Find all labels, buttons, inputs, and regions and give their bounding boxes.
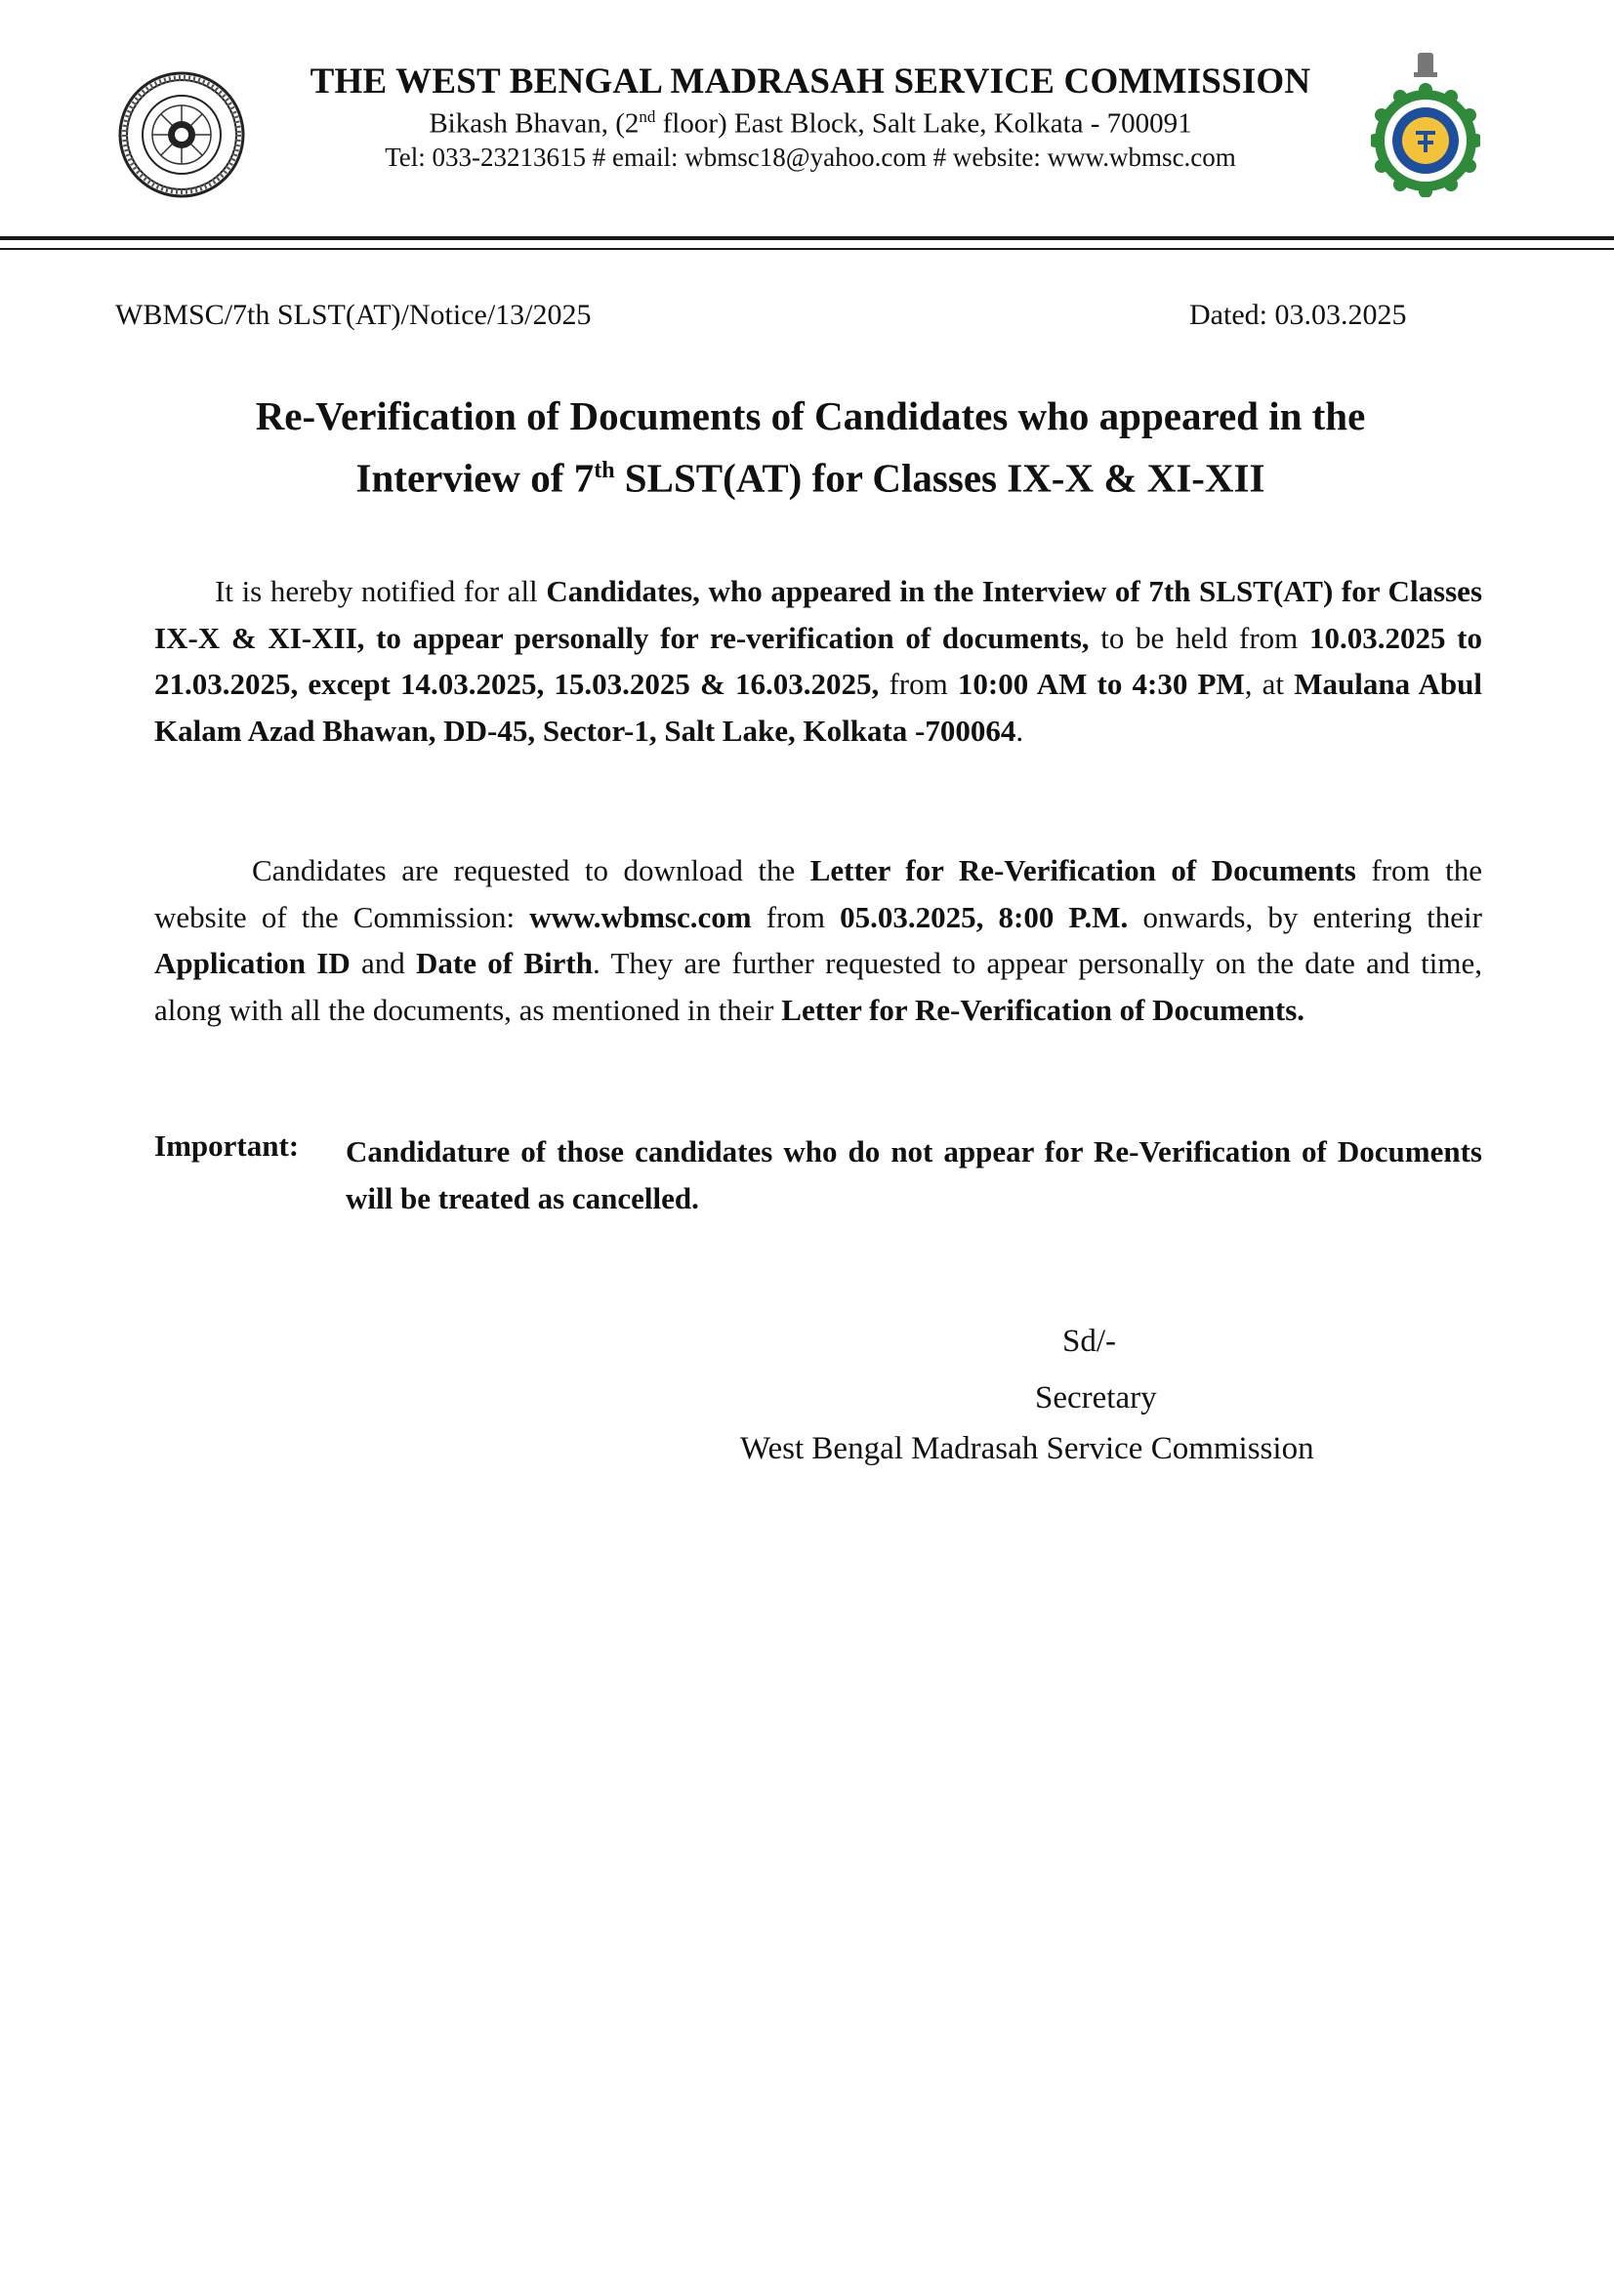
notice-title-line2: Interview of 7th SLST(AT) for Classes IX-X & XI-XII [355, 455, 1265, 501]
notice-date: Dated: 03.03.2025 [1189, 299, 1407, 331]
notice-paragraph-download: Candidates are requested to download the Letter for Re-Verification of Documents from the website of the Commission: www.wbmsc.com from 05.03.2025, 8:00 P.M. onwards, by entering their Application ID and Date of Birth. They are further requested to appear personally on the date and time, along with all the documents, as mentioned in their Letter for Re-Verification of Documents. [154, 853, 1483, 1027]
notice-title-line1: Re-Verification of Documents of Candidates who appeared in the [255, 393, 1366, 438]
notice-title [117, 389, 1504, 506]
organization-address: Bikash Bhavan, (2nd floor) East Block, Salt Lake, Kolkata - 700091 [429, 107, 1192, 140]
signature-designation: Secretary [1035, 1380, 1157, 1415]
organization-name: THE WEST BENGAL MADRASAH SERVICE COMMISSION [310, 62, 1311, 102]
west-bengal-government-emblem-icon [1371, 51, 1480, 197]
signature-sd: Sd/- [1062, 1324, 1117, 1359]
wbmsc-seal-icon [117, 70, 246, 199]
important-label: Important: [154, 1128, 300, 1163]
notice-paragraph-schedule: It is hereby notified for all Candidates, who appeared in the Interview of 7th SLST(AT) for Classes IX-X & XI-XII, to appear personally for re-verification of documents, to be held from 10.03.2025 to 21.03.2025, except 14.03.2025, 15.03.2025 & 16.03.2025, from 10:00 AM to 4:30 PM, at Maulana Abul Kalam Azad Bhawan, DD-45, Sector-1, Salt Lake, Kolkata -700064. [154, 574, 1483, 748]
notice-number: WBMSC/7th SLST(AT)/Notice/13/2025 [115, 299, 592, 331]
signature-organization: West Bengal Madrasah Service Commission [740, 1431, 1314, 1466]
header-rule-thick [0, 236, 1614, 240]
organization-contact: Tel: 033-23213615 # email: wbmsc18@yahoo.com # website: www.wbmsc.com [385, 143, 1236, 172]
website-link: www.wbmsc.com [529, 899, 752, 934]
important-text: Candidature of those candidates who do not appear for Re-Verification of Documents will be treated as cancelled. [346, 1134, 1482, 1215]
header-rule-thin [0, 248, 1614, 250]
